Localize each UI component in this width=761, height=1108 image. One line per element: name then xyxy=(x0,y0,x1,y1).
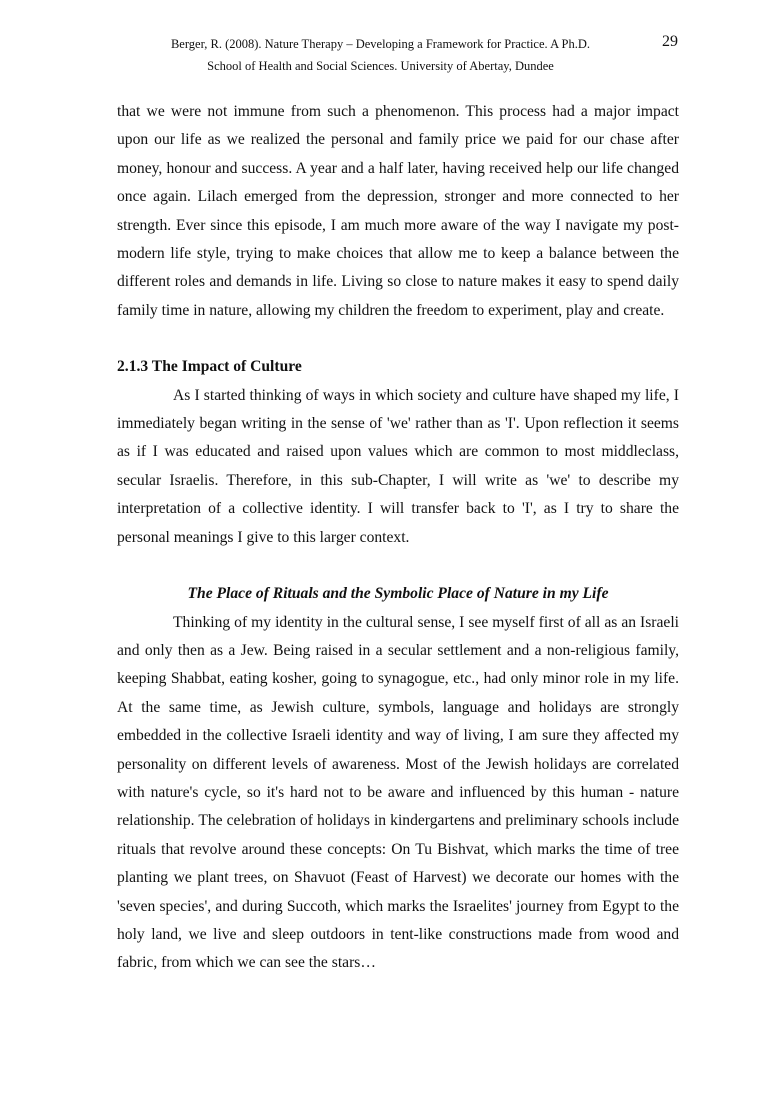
subsection-heading: The Place of Rituals and the Symbolic Place of Nature in my Life xyxy=(187,585,609,603)
document-body xyxy=(117,98,679,978)
header-institution-line: School of Health and Social Sciences. University of Abertay, Dundee xyxy=(207,59,554,73)
section-heading: 2.1.3 The Impact of Culture xyxy=(117,358,302,376)
page-number: 29 xyxy=(662,33,678,50)
body-paragraph: Thinking of my identity in the cultural sense, I see myself first of all as an Israeli and only then as a Jew. Being raised in a secular settlement and a non-religious family, keeping Shabbat, eating kosher, going to synagogue, etc., had only minor role in my life. At the same time, as Jewish culture, symbols, language and holidays are strongly embedded in the collective Israeli identity and way of living, I am sure they affected my personality on different levels of awareness. Most of the Jewish holidays are correlated with nature's cycle, so it's hard not to be aware and influenced by this human - nature relationship. The celebration of holidays in kindergartens and preliminary schools include rituals that revolve around these concepts: On Tu Bishvat, which marks the time of tree planting we plant trees, on Shavuot (Feast of Harvest) we decorate our homes with the 'seven species', and during Succoth, which marks the Israelites' journey from Egypt to the holy land, we live and sleep outdoors in tent-like constructions made from wood and fabric, from which we can see the stars… xyxy=(117,613,679,972)
running-header xyxy=(0,33,761,77)
body-paragraph: As I started thinking of ways in which society and culture have shaped my life, I immediately began writing in the sense of 'we' rather than as 'I'. Upon reflection it seems as if I was educated and raised upon values which are common to most middleclass, secular Israelis. Therefore, in this sub-Chapter, I will write as 'we' to describe my interpretation of a collective identity. I will transfer back to 'I', as I try to share the personal meanings I give to this larger context. xyxy=(117,386,679,546)
body-paragraph: that we were not immune from such a phenomenon. This process had a major impact upon our life as we realized the personal and family price we paid for our chase after money, honour and success. A year and a half later, having received help our life changed once again. Lilach emerged from the depression, stronger and more connected to her strength. Ever since this episode, I am much more aware of the way I navigate my post-modern life style, trying to make choices that allow me to keep a balance between the different roles and demands in life. Living so close to nature makes it easy to spend daily family time in nature, allowing my children the freedom to experiment, play and create. xyxy=(117,103,679,319)
header-citation-line: Berger, R. (2008). Nature Therapy – Developing a Framework for Practice. A Ph.D. xyxy=(170,37,591,51)
